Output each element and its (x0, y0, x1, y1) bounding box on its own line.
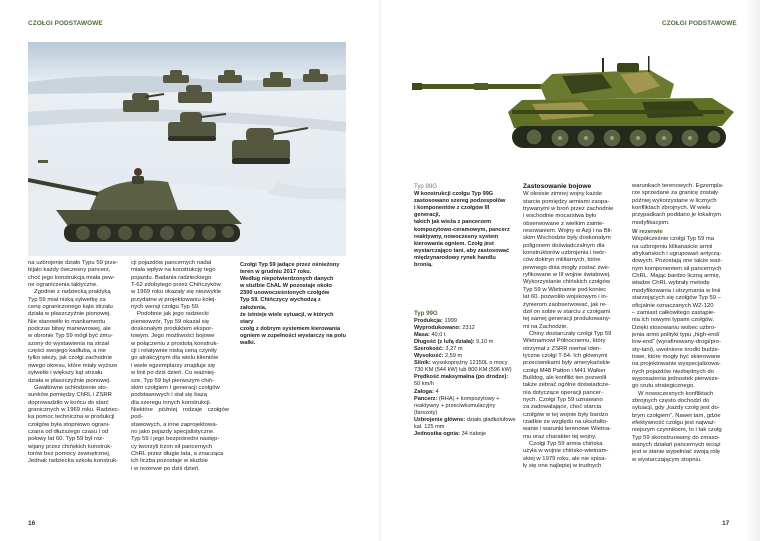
text-line: pewnego dnia mogły zostać zwe- (523, 264, 610, 271)
spec-box (414, 310, 518, 438)
tank-profile-caption (414, 183, 514, 269)
page-number-right: 17 (722, 520, 730, 527)
text-line: Zgodnie z radziecką praktyką (34, 289, 111, 296)
spec-value: kal. 125 mm (414, 423, 445, 430)
spec-value: 50 km/h (414, 381, 434, 388)
text-line: W nowoczesnych konfliktach (638, 390, 714, 397)
spec-value: 1999 (444, 318, 457, 325)
spec-row (414, 403, 518, 417)
text-line: nia ich nowymi typami czołgów. (632, 317, 714, 324)
text-line: żynierom zaobserwować, jak re- (523, 301, 608, 308)
text-line: cy tworzyli trzon sił pancernych (131, 443, 213, 450)
text-line: skim Wschodzie były doskonałym (523, 235, 611, 242)
text-line: poligonem doświadczalnym dla (523, 242, 605, 249)
text-line: później wykorzystane w licznych (632, 197, 717, 204)
text-line: afrykańskich i ugrupowań antyrzą- (632, 251, 722, 258)
text-line: torów bez pomocy zewnętrznej. (28, 450, 111, 457)
text-line: Nie stanowiło to mankamentu (28, 318, 106, 325)
spec-value: działo gładkolufowe (466, 416, 516, 423)
text-line: T-62 zdobytego przez Chińczyków (131, 282, 221, 289)
text-line: Typ 59 w Wietnamie pod koniec (523, 286, 607, 293)
text-line: Typ 59 miał niską sylwetkę za (28, 296, 106, 303)
text-line: starzejących się czołgów Typ 59 – (632, 295, 721, 302)
text-line: rzadkie ze względu na ukształto- (523, 419, 609, 425)
spec-row (414, 346, 518, 353)
text-line: go rzutu strategicznego. (632, 383, 695, 390)
caption-line: zastosowano szereg podzespołów (414, 198, 506, 205)
text-line: doskonałym produktem ekspor- (131, 326, 214, 333)
type-99g-tank-profile (412, 54, 735, 158)
caption-line: Typ 59. Chińczycy wychodzą z założenia, (240, 297, 321, 311)
spec-row (414, 318, 518, 325)
text-line: Wykorzystanie chińskich czołgów (523, 279, 611, 286)
section-header-right: CZOŁGI PODSTAWOWE (662, 20, 737, 27)
text-line: jenia armii polityki typu „high-end/ (632, 331, 720, 338)
caption-line: W konstrukcji czołgu Typ 99G (414, 191, 494, 198)
spec-value: 9,10 m (476, 339, 494, 346)
text-line: Typ 59 skonstruowany do zmaso- (632, 434, 720, 441)
text-line: go atrakcyjnym dla wielu klientów (131, 355, 219, 362)
text-line: warunkach terenowych. Egzempla- (632, 183, 724, 189)
text-line: sylwetki i większy kąt strzału (28, 370, 103, 377)
text-line: mu oraz charakter tej wojny. (523, 433, 597, 440)
text-line: pierwowzór, Typ 59 okazał się (131, 318, 210, 325)
text-line: doprowadziło w końcu do starć (28, 399, 109, 406)
text-line: przypadkach poddano je lokalnym (632, 212, 722, 219)
caption-title: Typ 99G (414, 183, 438, 190)
spec-row (414, 339, 518, 346)
caption-line: Czołgi Typ 59 jadące przez ośnieżony (240, 262, 340, 268)
caption-line: i komponentów z czołgów III generacji, (414, 205, 490, 219)
right-column-1 (523, 183, 623, 470)
text-line: Dzięki stosowaniu wobec uzbro- (632, 324, 717, 331)
text-line: ły się one najlepiej w trudnych (523, 463, 602, 470)
text-line: w 1969 roku okazały się niezwykle (131, 289, 222, 296)
text-line: ChRL. Mając bardzo liczną armię, (632, 273, 721, 280)
text-line: Niektóre później rodzaje czołgów pod- (131, 406, 229, 421)
photo-caption (240, 262, 348, 347)
spec-row (414, 374, 518, 381)
text-line: sunków pomiędzy ChRL i ZSRR (28, 392, 112, 399)
spec-title: Typ 99G (414, 310, 438, 317)
tank-profile-graphic (412, 54, 735, 158)
text-line: połowy lat 60. Typ 59 był roz- (28, 436, 105, 443)
text-line: Chiny dostarczały czołgi Typ 59 (529, 330, 612, 337)
spec-row (414, 367, 518, 374)
text-line: na projektowanie wyspecjalizowa- (632, 361, 721, 368)
text-line: pojazdu. Badania radzieckiego (131, 274, 212, 281)
spec-row (414, 332, 518, 339)
text-line: jest w stanie wypełniać swoją rolę (632, 449, 721, 456)
spec-row (414, 389, 518, 396)
text-line: ców doktryn militarnych, które (523, 257, 601, 264)
text-line: wanych działań pancernych wciąż (632, 442, 721, 449)
text-line: wijany przez chińskich konstruk- (28, 443, 113, 450)
text-line: władze ChRL wybrały metodę (632, 280, 710, 287)
text-line: trywanymi w broń przez zachodnie (523, 206, 614, 213)
spec-key: Prędkość maksymalna (po drodze): (414, 374, 509, 381)
caption-line: kierowania ogniem. Czołg jest (414, 240, 494, 247)
spec-row (414, 381, 518, 388)
text-line: czana od dłuższego czasu i od (28, 428, 109, 435)
section-header-left: CZOŁGI PODSTAWOWE (28, 20, 103, 27)
spec-value: 40,0 t (431, 332, 446, 339)
subheading: W rezerwie (632, 229, 663, 236)
text-line: modyfikowania i utrzymania w linii (632, 287, 721, 294)
text-line: cji i relatywnie niską ceną czyniły (131, 348, 217, 355)
text-line: konstruktorów uzbrojenia i twór- (523, 250, 607, 257)
spec-value: 3,27 m (445, 346, 463, 353)
spec-key: Pancerz: (414, 395, 438, 402)
text-line: miała wpływ na konstrukcję tego (131, 267, 216, 274)
text-line: modyfikacjom. (632, 219, 670, 226)
text-line: niejszym czynnikiem, to i tak czołg (632, 427, 722, 434)
spec-row (414, 396, 518, 403)
text-line: nych. Czołgi Typ 59 uznawano (523, 396, 603, 403)
text-line: czołgów w tej wojnie były bardzo (523, 411, 609, 418)
text-line: brym czołgiem”. Nawet tam, gdzie (632, 412, 721, 419)
text-line: starcie pomiędzy armiami zaopa- (523, 198, 610, 205)
spec-row (414, 353, 518, 360)
spec-value: reaktywny + przeciwkumulacyjny (farszoty) (414, 402, 496, 416)
caption-line: teren w grudniu 2017 roku. (240, 269, 312, 276)
text-line: ka pomoc techniczna w produkcji (28, 414, 115, 421)
text-line: skim czołgiem I generacji czołgów (131, 384, 220, 391)
spec-row (414, 417, 518, 424)
caption-line: że istnieje wiele sytuacji, w których stary (240, 311, 334, 325)
page-number-left: 16 (28, 520, 36, 527)
caption-line: reaktywny, nowoczesny system (414, 233, 499, 240)
text-line: podczas bitwy manewrowej, ale (28, 326, 111, 333)
text-line: czołgów była stopniowo ograni- (28, 421, 110, 428)
text-line: mi na Zachodzie. (523, 323, 568, 330)
text-line: działa w płaszczyźnie pionowej. (28, 377, 111, 384)
text-line: nych pojazdów niezbędnych do (632, 368, 714, 375)
text-line: stawowych, a inne zaprojektowa- (131, 421, 218, 428)
caption-line: wystarczająco tani, aby zastosować (414, 247, 510, 254)
text-line: tylko wieży, jak czołgi zachodnie (28, 355, 113, 362)
text-line: za zadowalające, choć starcia (523, 404, 602, 411)
text-line: na uzbrojenie działo Typu 59 prze- (28, 260, 118, 266)
text-line: sty-tani), uwolnione środki budże- (632, 346, 720, 353)
spec-value: 2,59 m (445, 353, 463, 360)
text-line: także zebrać ogólne doświadcze- (523, 382, 611, 389)
text-line: ne ograniczenia taktyczne. (28, 282, 98, 289)
text-line: w linii po dziś dzień. Co ważniej- (131, 370, 216, 377)
text-line: szony do wystawienia na strzał (28, 340, 109, 347)
text-line: ChRL przez długie lata, a znacząca (131, 450, 224, 457)
spec-key: Jednostka ognia: (414, 430, 461, 437)
caption-line: walki. (240, 340, 256, 347)
text-line: w połączeniu z prostotą konstruk- (131, 340, 219, 347)
caption-line: czołg z dobrym systemem kierowania (240, 325, 341, 332)
spec-key: Długość (z lufą działa): (414, 339, 475, 346)
text-line: Podobnie jak jego radziecki (137, 311, 209, 318)
text-line: w wystarczającym stopniu. (632, 456, 702, 463)
text-line: oficjalnie oznaczanych WZ-120 (632, 302, 714, 309)
left-column-1 (28, 260, 121, 466)
spec-row (414, 431, 518, 438)
caption-line: takich jak wieża z pancerzem (414, 219, 492, 226)
text-line: dził on sobie w starciu z czołgami (523, 308, 611, 315)
text-line: Bulldog, ale konflikt ten pozwolił (523, 374, 607, 381)
text-line: owego okresu, które miały wyższe (28, 362, 118, 369)
text-line: resowaniem. Wojny w Azji i na Bli- (523, 228, 613, 235)
text-line: Czołgi Typ 59 armia chińska (529, 441, 603, 448)
text-line: na uzbrojeniu kilkanaście armii (632, 243, 713, 250)
text-line: otrzymał z ZSRR niemal iden- (523, 345, 602, 352)
spec-key: Produkcja: (414, 318, 443, 325)
page-edge-shade (744, 0, 760, 541)
text-line: w obronie Typ 59 mógł być zmu- (28, 333, 113, 340)
text-line: ryfikowane w III wojnie światowej. (523, 272, 611, 279)
caption-line: Według niepotwierdzonych danych (240, 276, 334, 283)
caption-line: 2300 unowocześnionych czołgów (240, 290, 330, 297)
spec-value: wysokoprężny 12150L o mocy (432, 360, 508, 367)
text-line: użyła w wojnie chińsko-wietnam- (523, 448, 609, 455)
text-line: choć jego konstrukcja miała pew- (28, 274, 115, 281)
spec-row (414, 360, 518, 367)
caption-line: kompozytowo-ceramowym, pancerz (414, 226, 510, 233)
spec-key: Wyprodukowano: (414, 325, 461, 332)
text-line: rze sprzedane za granicę zostały (632, 190, 719, 197)
spec-key: Wysokość: (414, 353, 444, 360)
text-line: skiej w 1979 roku, ale nie spisa- (523, 455, 607, 462)
text-line: obserwowane z wielkim zainte- (523, 220, 605, 227)
text-line: i w rezerwie po dziś dzień. (131, 465, 200, 472)
caption-line: w służbie ChAL W pozostaje około (240, 283, 332, 290)
text-line: Typ 59 i jego bezpośredni następ- (131, 436, 220, 443)
text-line: i wschodnie mocarstwa było (523, 213, 597, 220)
left-column-2 (131, 260, 229, 473)
spec-row (414, 424, 518, 431)
text-line: lat 60. pozwoliło wojskowym i in- (523, 294, 608, 301)
page-fold (379, 0, 381, 541)
text-line: konfliktach zbrojnych. W wielu (632, 205, 711, 212)
text-line: cenę ograniczonego kąta strzału (28, 304, 113, 311)
text-line: sze, Typ 59 był pierwszym chiń- (131, 377, 215, 384)
text-line: zbrojnych często dochodzi do (632, 397, 710, 404)
text-line: low-end” (wyrafinowany-drogi/pro- (632, 339, 722, 346)
text-line: czołgi M48 Patton i M41 Walker (523, 367, 606, 374)
spec-key: Szerokość: (414, 346, 444, 353)
tank-column-photo-graphic (28, 42, 346, 256)
text-line: nym komponentem sił pancernych (632, 265, 722, 272)
spec-row (414, 325, 518, 332)
text-line: podstawowych i stał się bazą (131, 392, 207, 399)
section-heading: Zastosowanie bojowe (523, 183, 592, 190)
text-line: Wietnamowi Północnemu, który (523, 338, 606, 345)
text-line: – zamiast całkowitego zastąpie- (632, 309, 716, 316)
text-line: sytuacji, gdy „każdy czołg jest do- (632, 405, 720, 412)
text-line: działa w płaszczyźnie pionowej. (28, 311, 111, 318)
text-line: części swojego kadłuba, a nie (28, 348, 106, 355)
text-line: dowych. Pozostają one także waż- (632, 258, 723, 265)
text-line: przydatne w projektowaniu kolej- (131, 296, 217, 303)
text-line: i wiele egzemplarzy znajduje się (131, 362, 216, 369)
text-line: towym. Jego możliwości bojowe (131, 333, 215, 340)
text-line: nia dotyczące operacji pancer- (523, 389, 603, 396)
text-line: W okresie zimnej wojny każde (523, 191, 602, 198)
text-line: przeciwnikami były amerykańskie (523, 360, 611, 367)
caption-line: międzynarodowy rynek handlu bronią. (414, 254, 496, 269)
spec-key: Silnik: (414, 360, 431, 367)
text-line: nych wersji czołgu Typ 59. (131, 304, 200, 311)
right-column-2 (632, 183, 734, 464)
text-line: dla szeregu innych konstrukcji. (131, 399, 212, 406)
spec-value: (RHA) + kompozytowy + (438, 395, 500, 402)
text-line: tej samej generacji produkowany- (523, 316, 611, 323)
spec-key: Załoga: (414, 388, 434, 395)
spec-value: 2312 (462, 325, 475, 332)
text-line: ich liczba pozostaje w służbie (131, 458, 208, 465)
text-line: bijało każdy ówczesny pancerz, (28, 267, 111, 274)
spec-key: Uzbrojenie główne: (414, 416, 466, 423)
text-line: wanie i warunki terenowe Wietna- (523, 426, 612, 433)
spec-value: 4 (435, 388, 439, 395)
spec-value: 730 KM (544 kW) lub 800 KM (596 kW) (414, 367, 512, 374)
text-line: granicznych w 1969 roku. Radziec- (28, 406, 120, 413)
spec-value: 34 naboje (461, 430, 487, 437)
text-line: towe, które mogły być skierowane (632, 353, 721, 360)
text-line: efektywność czołgu jest najważ- (632, 420, 716, 426)
text-line: Współcześnie czołgi Typ 59 ma (632, 236, 715, 243)
text-line: cji pojazdów pancernych nadal (131, 260, 212, 266)
spec-key: Masa: (414, 332, 430, 339)
text-line: Gwałtowne ochłodzenie sto- (34, 384, 108, 391)
caption-line: ogniem w zupełności wystarczy na polu (240, 332, 346, 339)
text-line: wyposażenia jednostek pierwsze- (632, 375, 720, 382)
text-line: Jednak radziecka szkoła konstruk- (28, 458, 119, 465)
text-line: tyczne czołgi T-54. Ich głównymi (523, 352, 608, 359)
tank-column-photo (28, 42, 346, 256)
text-line: no jako pojazdy specjalistyczne. (131, 428, 215, 435)
